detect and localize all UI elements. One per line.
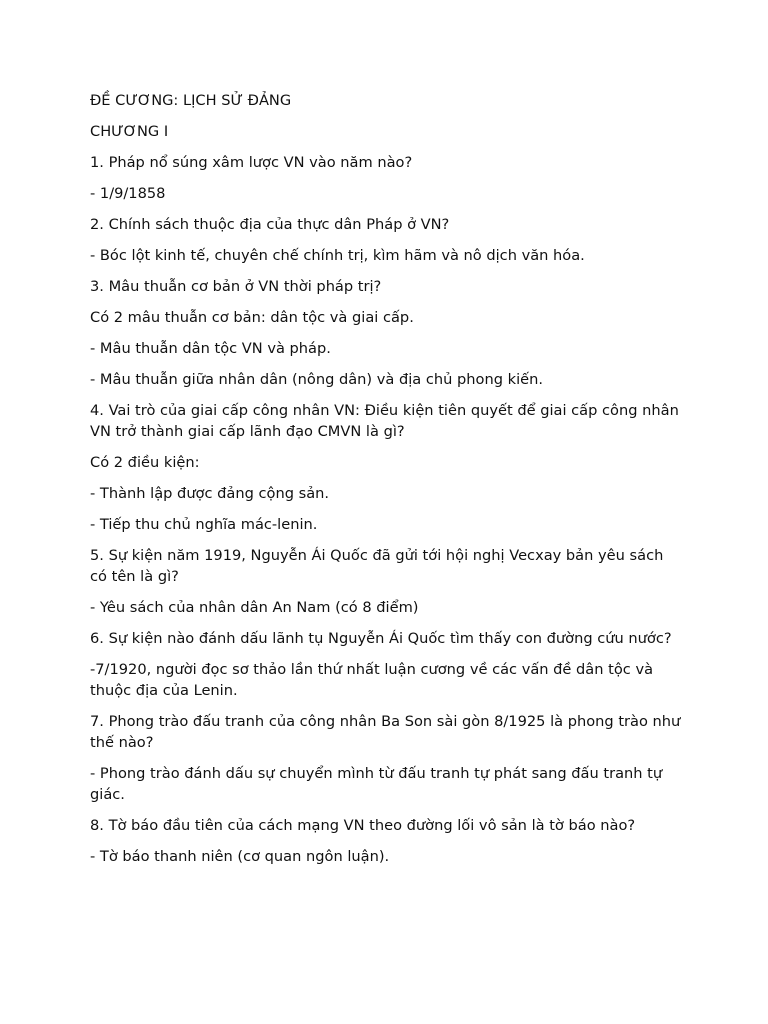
question-5: 5. Sự kiện năm 1919, Nguyễn Ái Quốc đã gửi tới hội nghị Vecxay bản yêu sách có tên là gì? (90, 547, 664, 585)
answer-4-item-1: - Thành lập được đảng cộng sản. (90, 485, 330, 502)
question-1: 1. Pháp nổ súng xâm lược VN vào năm nào? (90, 154, 413, 171)
answer-7: - Phong trào đánh dấu sự chuyển mình từ đấu tranh tự phát sang đấu tranh tự giác. (90, 765, 663, 803)
question-4: 4. Vai trò của giai cấp công nhân VN: Điều kiện tiên quyết để giai cấp công nhân VN trở thành giai cấp lãnh đạo CMVN là gì? (90, 402, 679, 440)
question-6: 6. Sự kiện nào đánh dấu lãnh tụ Nguyễn Ái Quốc tìm thấy con đường cứu nước? (90, 630, 672, 647)
question-2: 2. Chính sách thuộc địa của thực dân Pháp ở VN? (90, 216, 450, 233)
answer-3-intro: Có 2 mâu thuẫn cơ bản: dân tộc và giai cấp. (90, 309, 414, 326)
answer-3-item-2: - Mâu thuẫn giữa nhân dân (nông dân) và địa chủ phong kiến. (90, 371, 544, 388)
document-content (90, 90, 682, 877)
answer-4-intro: Có 2 điều kiện: (90, 454, 200, 471)
question-3: 3. Mâu thuẫn cơ bản ở VN thời pháp trị? (90, 278, 382, 295)
document-title: ĐỀ CƯƠNG: LỊCH SỬ ĐẢNG (90, 92, 292, 109)
answer-3-item-1: - Mâu thuẫn dân tộc VN và pháp. (90, 340, 331, 357)
answer-4-item-2: - Tiếp thu chủ nghĩa mác-lenin. (90, 516, 318, 533)
answer-6: -7/1920, người đọc sơ thảo lần thứ nhất luận cương về các vấn đề dân tộc và thuộc địa của Lenin. (90, 661, 654, 699)
question-8: 8. Tờ báo đầu tiên của cách mạng VN theo đường lối vô sản là tờ báo nào? (90, 817, 636, 834)
answer-8: - Tờ báo thanh niên (cơ quan ngôn luận). (90, 848, 390, 865)
question-7: 7. Phong trào đấu tranh của công nhân Ba Son sài gòn 8/1925 là phong trào như thế nào? (90, 713, 681, 751)
answer-5: - Yêu sách của nhân dân An Nam (có 8 điểm) (90, 599, 419, 616)
answer-1: - 1/9/1858 (90, 185, 166, 202)
chapter-heading: CHƯƠNG I (90, 123, 169, 140)
answer-2: - Bóc lột kinh tế, chuyên chế chính trị, kìm hãm và nô dịch văn hóa. (90, 247, 585, 264)
